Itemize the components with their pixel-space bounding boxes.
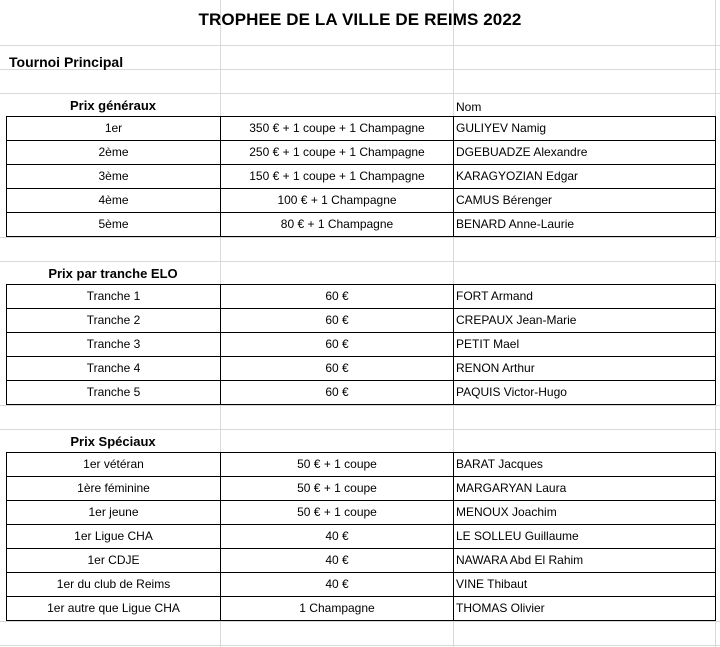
prize-cell[interactable]: 350 € + 1 coupe + 1 Champagne — [221, 117, 454, 140]
name-cell[interactable]: FORT Armand — [454, 285, 716, 308]
name-cell[interactable]: GULIYEV Namig — [454, 117, 716, 140]
table-row — [7, 189, 716, 213]
name-cell[interactable]: PETIT Mael — [454, 333, 716, 356]
prize-cell[interactable]: 40 € — [221, 573, 454, 596]
prize-cell[interactable]: 100 € + 1 Champagne — [221, 189, 454, 212]
prize-cell[interactable]: 1 Champagne — [221, 597, 454, 620]
place-cell[interactable]: 4ème — [7, 189, 221, 212]
name-cell[interactable]: VINE Thibaut — [454, 573, 716, 596]
name-cell[interactable]: PAQUIS Victor-Hugo — [454, 381, 716, 404]
section-label-prix-generaux: Prix généraux — [70, 98, 156, 113]
table-row — [7, 501, 716, 525]
table-row — [7, 381, 716, 405]
prize-cell[interactable]: 40 € — [221, 525, 454, 548]
place-cell[interactable]: 2ème — [7, 141, 221, 164]
name-cell[interactable]: CREPAUX Jean-Marie — [454, 309, 716, 332]
place-cell[interactable]: Tranche 1 — [7, 285, 221, 308]
grid-row-line — [0, 405, 720, 406]
table-row — [7, 141, 716, 165]
table-row — [7, 285, 716, 309]
place-cell[interactable]: 1er CDJE — [7, 549, 221, 572]
table-row — [7, 213, 716, 237]
prize-cell[interactable]: 60 € — [221, 357, 454, 380]
table-row — [7, 309, 716, 333]
name-cell[interactable]: CAMUS Bérenger — [454, 189, 716, 212]
grid-row-line — [0, 645, 720, 646]
place-cell[interactable]: Tranche 2 — [7, 309, 221, 332]
place-cell[interactable]: 3ème — [7, 165, 221, 188]
table-row — [7, 165, 716, 189]
prize-cell[interactable]: 60 € — [221, 381, 454, 404]
section-label-prix-speciaux: Prix Spéciaux — [70, 434, 156, 449]
prize-cell[interactable]: 60 € — [221, 309, 454, 332]
prize-cell[interactable]: 60 € — [221, 285, 454, 308]
name-cell[interactable]: THOMAS Olivier — [454, 597, 716, 620]
name-column-header: Nom — [456, 100, 482, 114]
name-cell[interactable]: BARAT Jacques — [454, 453, 716, 476]
table-row — [7, 525, 716, 549]
place-cell[interactable]: Tranche 5 — [7, 381, 221, 404]
name-cell[interactable]: RENON Arthur — [454, 357, 716, 380]
name-cell[interactable]: DGEBUADZE Alexandre — [454, 141, 716, 164]
name-cell[interactable]: NAWARA Abd El Rahim — [454, 549, 716, 572]
prize-cell[interactable]: 50 € + 1 coupe — [221, 453, 454, 476]
table-row — [7, 573, 716, 597]
place-cell[interactable]: 5ème — [7, 213, 221, 236]
prize-cell[interactable]: 50 € + 1 coupe — [221, 477, 454, 500]
table-row — [7, 333, 716, 357]
prize-cell[interactable]: 60 € — [221, 333, 454, 356]
place-cell[interactable]: Tranche 3 — [7, 333, 221, 356]
place-cell[interactable]: 1er autre que Ligue CHA — [7, 597, 221, 620]
name-cell[interactable]: MENOUX Joachim — [454, 501, 716, 524]
prize-cell[interactable]: 80 € + 1 Champagne — [221, 213, 454, 236]
place-cell[interactable]: 1ère féminine — [7, 477, 221, 500]
tournament-subtitle: Tournoi Principal — [9, 54, 124, 70]
place-cell[interactable]: Tranche 4 — [7, 357, 221, 380]
prize-cell[interactable]: 40 € — [221, 549, 454, 572]
table-row — [7, 357, 716, 381]
place-cell[interactable]: 1er jeune — [7, 501, 221, 524]
table-row — [7, 549, 716, 573]
name-cell[interactable]: KARAGYOZIAN Edgar — [454, 165, 716, 188]
table-prix-tranche-elo — [6, 284, 716, 405]
table-row — [7, 117, 716, 141]
section-label-prix-tranche-elo: Prix par tranche ELO — [48, 266, 178, 281]
table-row — [7, 597, 716, 621]
grid-row-line — [0, 237, 720, 238]
place-cell[interactable]: 1er vétéran — [7, 453, 221, 476]
table-row — [7, 453, 716, 477]
name-cell[interactable]: LE SOLLEU Guillaume — [454, 525, 716, 548]
name-cell[interactable]: MARGARYAN Laura — [454, 477, 716, 500]
place-cell[interactable]: 1er Ligue CHA — [7, 525, 221, 548]
grid-row-line — [0, 45, 720, 46]
place-cell[interactable]: 1er du club de Reims — [7, 573, 221, 596]
name-cell[interactable]: BENARD Anne-Laurie — [454, 213, 716, 236]
table-prix-speciaux — [6, 452, 716, 621]
page-title: TROPHEE DE LA VILLE DE REIMS 2022 — [198, 10, 522, 29]
place-cell[interactable]: 1er — [7, 117, 221, 140]
prize-cell[interactable]: 250 € + 1 coupe + 1 Champagne — [221, 141, 454, 164]
table-prix-generaux — [6, 116, 716, 237]
table-row — [7, 477, 716, 501]
grid-row-line — [0, 621, 720, 622]
prize-cell[interactable]: 150 € + 1 coupe + 1 Champagne — [221, 165, 454, 188]
prize-cell[interactable]: 50 € + 1 coupe — [221, 501, 454, 524]
